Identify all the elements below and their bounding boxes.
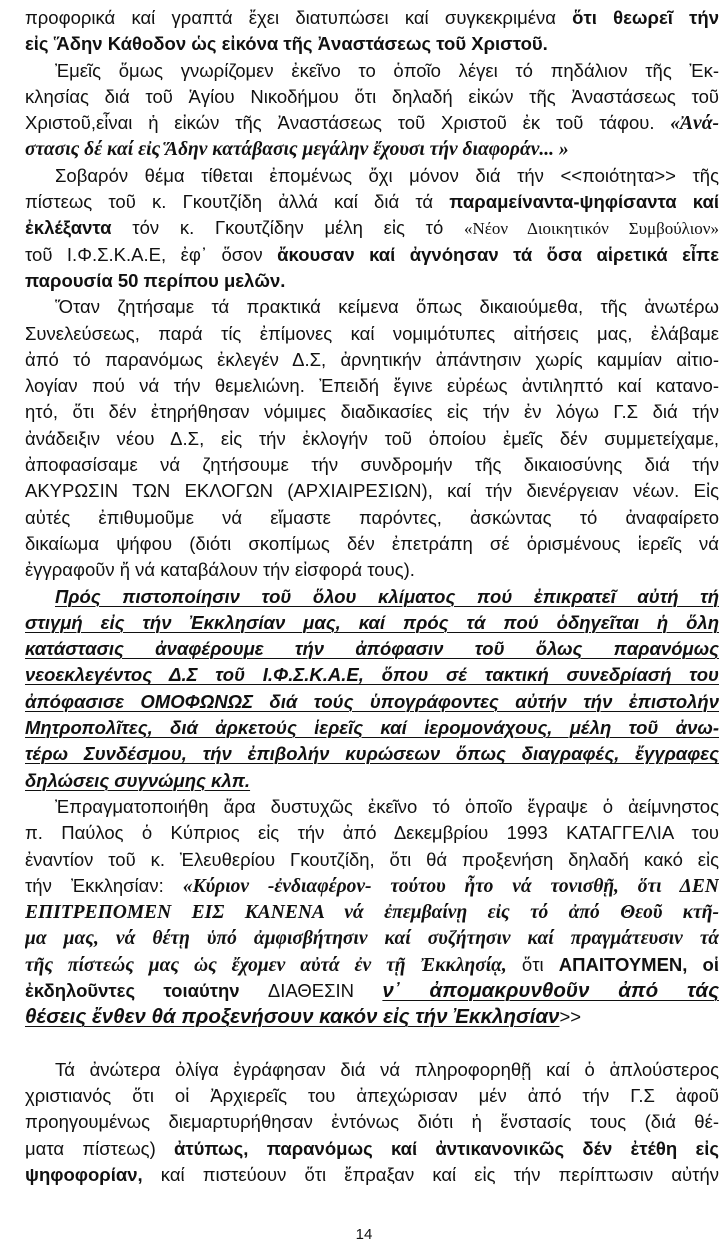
emphasized-underlined-text: ν᾽ ἀπομακρυνθοῦν ἀπό τάς <box>382 978 719 1002</box>
text-line <box>25 1057 719 1083</box>
text-line <box>25 952 719 978</box>
text-line <box>25 347 719 373</box>
emphasized-underlined-text: Πρός πιστοποίησιν τοῦ ὅλου κλίματος πού ἐπικρατεῖ αὐτή τή <box>55 585 719 607</box>
quoted-text: μα μας, νά θέτῃ ὑπό ἀμφισβήτησιν καί συζήτησιν καί πραγμάτευσιν τά <box>25 928 719 950</box>
text-run: ἐγγραφοῦν ἤ νά καταβάλουν τήν εἰσφορά τους). <box>25 559 415 581</box>
blank-line <box>25 1031 719 1057</box>
text-run: ητό, ὅτι δέν ἐτηρήθησαν νόμιμες διαδικασίες εἰς τήν ἐν λόγω Γ.Σ διά τήν <box>25 401 719 423</box>
text-line <box>25 505 719 531</box>
text-line <box>25 1162 719 1188</box>
bold-text: εἰς Ἅδην Κάθοδον ὡς εἰκόνα τῆς Ἀναστάσεως τοῦ Χριστοῦ. <box>25 33 548 55</box>
bold-text: παραμείναντα-ψηφίσαντα καί <box>449 191 719 213</box>
text-run: Σοβαρόν θέμα τίθεται ἐπομένως ὄχι μόνον διά τήν <<ποιότητα>> τῆς <box>55 164 719 186</box>
text-line <box>25 794 719 820</box>
bold-text: ψηφοφορίαν, <box>25 1164 143 1186</box>
text-line <box>25 136 719 162</box>
text-line <box>25 820 719 846</box>
text-run: ὅτι <box>506 953 559 975</box>
text-line <box>25 689 719 715</box>
text-line <box>25 31 719 57</box>
text-line <box>25 925 719 951</box>
emphasized-underlined-text: τέρω Συνδέσμου, τήν ἐπιβολήν κυρώσεων ὅπως διαγραφές, ἔγγραφες <box>25 743 719 765</box>
text-line <box>25 715 719 741</box>
text-line <box>25 531 719 557</box>
bold-text: ἄκουσαν καί ἀγνόησαν τά ὅσα αἱρετικά εἶπε <box>277 243 719 265</box>
text-line <box>25 873 719 899</box>
text-line <box>25 242 719 268</box>
text-run: προφορικά καί γραπτά ἔχει διατυπώσει καί συγκεκριμένα <box>25 7 573 28</box>
bold-text: ἀτύπως, παρανόμως καί ἀντικανονικῶς δέν ἐτέθη εἰς <box>174 1137 719 1159</box>
text-run: λογίαν πού νά τήν θεμελιώνη. Ἐπειδή ἔγινε εὐρέως ἀντιληπτό καί κατανο- <box>25 375 719 397</box>
text-line <box>25 452 719 478</box>
text-line <box>25 321 719 347</box>
text-line <box>25 268 719 294</box>
text-run: δικαίωμα ψήφου (διότι σκοπίμως δέν ἐπετράπη σέ ὁρισμένους ἱερεῖς νά <box>25 532 719 554</box>
text-line <box>25 899 719 925</box>
text-run: ΔΙΑΘΕΣΙΝ <box>267 979 383 1001</box>
text-run: ἀποφασίσαμε νά ζητήσουμε τήν συνδρομήν τῆς δικαιοσύνης διά τήν <box>25 454 719 476</box>
text-run: τήν Ἐκκλησίαν: <box>25 874 183 896</box>
text-run: ΑΚΥΡΩΣΙΝ ΤΩΝ ΕΚΛΟΓΩΝ (ΑΡΧΙΑΙΡΕΣΙΩΝ), καί τήν διενέργειαν νέων. Εἰς <box>25 480 719 502</box>
text-line <box>25 1136 719 1162</box>
text-line <box>25 163 719 189</box>
text-run: Τά ἀνώτερα ὀλίγα ἐγράφησαν διά νά πληροφορηθῇ καί ὁ ἁπλούστερος <box>55 1058 719 1080</box>
text-line <box>25 58 719 84</box>
text-run: Χριστοῦ,εἶναι ἡ εἰκών τῆς Ἀναστάσεως τοῦ Χριστοῦ ἐκ τοῦ τάφου. <box>25 112 671 134</box>
text-line <box>25 768 719 794</box>
bold-text: ὅτι θεωρεῖ τήν <box>572 7 719 28</box>
text-line <box>25 978 719 1004</box>
text-line <box>25 662 719 688</box>
text-run: Ὅταν ζητήσαμε τά πρακτικά κείμενα ὅπως δικαιούμεθα, τῆς ἀνωτέρω <box>55 296 719 318</box>
emphasized-underlined-text: θέσεις ἔνθεν θά προξενήσουν κακόν εἰς τήν Ἐκκλησίαν <box>25 1005 560 1029</box>
text-line <box>25 189 719 215</box>
text-run: προηγουμένως διεμαρτυρήθησαν ἐντόνως διότι ἡ ἔνστασίς τους (διά θέ- <box>25 1111 719 1133</box>
text-run: Ἐπραγματοποιήθη ἄρα δυστυχῶς ἐκεῖνο τό ὁποῖο ἔγραψε ὁ ἀείμνηστος <box>55 795 719 817</box>
text-line <box>25 636 719 662</box>
text-line <box>25 1109 719 1135</box>
text-run: χριστιανός ὅτι οἱ Ἀρχιερεῖς του ἀπεχώρισαν μέν ἀπό τήν Γ.Σ ἀφοῦ <box>25 1085 719 1107</box>
text-line <box>25 110 719 136</box>
text-run: τόν κ. Γκουτζίδην μέλη εἰς τό <box>111 217 465 239</box>
text-line <box>25 584 719 610</box>
text-line <box>25 1083 719 1109</box>
text-line <box>25 399 719 425</box>
bold-text: παρουσία 50 περίπου μελῶν. <box>25 269 286 291</box>
text-run: ἐναντίον τοῦ κ. Ἐλευθερίου Γκουτζίδη, ὅτι θά προξενήση δηλαδή κακό εἰς <box>25 848 719 870</box>
document-body <box>25 5 719 1188</box>
text-line <box>25 426 719 452</box>
emphasized-underlined-text: ἀπόφασισε ΟΜΟΦΩΝΩΣ διά τούς ὑπογράφοντες αὐτήν τήν ἐπιστολήν <box>25 690 719 712</box>
text-line <box>25 557 719 583</box>
emphasized-underlined-text: κατάστασις ἀναφέρουμε τήν ἀπόφασιν τοῦ ὅλως παρανόμως <box>25 638 719 660</box>
text-line <box>25 373 719 399</box>
emphasized-underlined-text: δηλώσεις συγνώμης κλπ. <box>25 769 251 791</box>
emphasized-underlined-text: Μητροπολῖτες, διά ἀρκετούς ἱερεῖς καί ἱερομονάχους, μέλη τοῦ ἀνω- <box>25 717 719 739</box>
quoted-text: ΕΠΙΤΡΕΠΟΜΕΝ ΕΙΣ ΚΑΝΕΝΑ νά ἐπεμβαίνῃ εἰς τό ἀπό Θεοῦ κτῆ- <box>25 902 719 924</box>
text-line <box>25 478 719 504</box>
text-line <box>25 847 719 873</box>
quoted-text: τῆς πίστεώς μας ὡς ἔχομεν αὐτά ἐν τῇ Ἐκκλησίᾳ, <box>25 954 507 976</box>
text-run: ματα πίστεως) <box>25 1137 174 1159</box>
text-run: >> <box>559 1006 582 1028</box>
quoted-text: «Ἀνά- <box>670 113 719 135</box>
text-line <box>25 84 719 110</box>
text-line <box>25 5 719 31</box>
text-run: τοῦ Ι.Φ.Σ.Κ.Α.Ε, ἐφ᾽ ὅσον <box>25 243 278 265</box>
quoted-name: «Νέον Διοικητικόν Συμβούλιον» <box>464 219 719 239</box>
text-line <box>25 294 719 320</box>
text-run: Ἐμεῖς ὅμως γνωρίζομεν ἐκεῖνο το ὁποῖο λέγει τό πηδάλιον τῆς Ἐκ- <box>55 59 719 81</box>
page-number: 14 <box>355 1226 373 1243</box>
text-run: ἀνάδειξιν νέου Δ.Σ, εἰς τήν ἐκλογήν τοῦ ὁποίου ἐμεῖς δέν συμμετείχαμε, <box>25 427 719 449</box>
text-run: ἀπό τό παρανόμως ἐκλεγέν Δ.Σ, ἀρνητικήν ἀπάντησιν χωρίς καμμίαν αἰτιο- <box>25 348 719 370</box>
text-line <box>25 215 719 241</box>
quoted-text: «Κύριον -ἐνδιαφέρον- τούτου ἦτο νά τονισθῇ, ὅτι ΔΕΝ <box>182 875 719 897</box>
text-line <box>25 741 719 767</box>
bold-text: ΑΠΑΙΤΟΥΜΕΝ, οἱ <box>558 953 719 975</box>
bold-text: ἐκδηλοῦντες τοιαύτην <box>25 979 268 1001</box>
text-run: π. Παύλος ὁ Κύπριος εἰς τήν ἀπό Δεκεμβρίου 1993 ΚΑΤΑΓΓΕΛΙΑ του <box>25 822 719 844</box>
text-line <box>25 610 719 636</box>
emphasized-underlined-text: στιγμή εἰς τήν Ἐκκλησίαν μας, καί πρός τά πού ὁδηγεῖται ἡ ὅλη <box>25 611 719 633</box>
text-run: καί πιστεύουν ὅτι ἔπραξαν καί εἰς τήν περίπτωσιν αὐτήν <box>142 1164 719 1186</box>
text-run: κλησίας διά τοῦ Ἁγίου Νικοδήμου ὅτι δηλαδή εἰκών τῆς Ἀναστάσεως τοῦ <box>25 85 719 107</box>
bold-text: ἐκλέξαντα <box>25 217 112 239</box>
text-run: αὐτές ἐπιθυμοῦμε νά εἴμαστε παρόντες, ἀσκώντας τό ἀναφαίρετο <box>25 506 719 528</box>
text-run: πίστεως τοῦ κ. Γκουτζίδη ἀλλά καί διά τά <box>25 191 450 213</box>
text-run: Συνελεύσεως, παρά τίς ἐπίμονες καί νομιμότυπες αἰτήσεις μας, ἐλάβαμε <box>25 322 719 344</box>
emphasized-underlined-text: νεοεκλεγέντος Δ.Σ τοῦ Ι.Φ.Σ.Κ.Α.Ε, ὅπου σέ τακτική συνεδρίασή του <box>25 664 719 686</box>
text-line <box>25 1004 719 1030</box>
quoted-text: στασις δέ καί εἰς Ἅδην κατάβασις μεγάλην ἔχουσι τήν διαφοράν... » <box>25 139 569 161</box>
